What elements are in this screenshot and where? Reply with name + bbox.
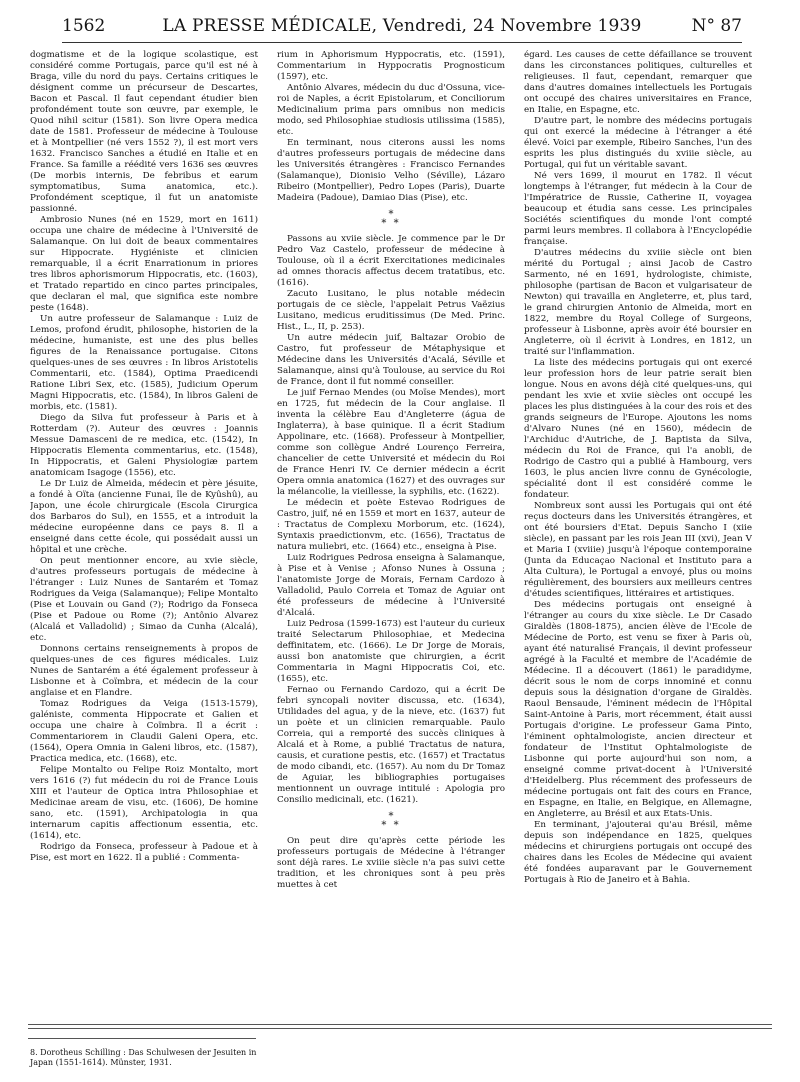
article-paragraph: On peut dire qu'après cette période les professeurs portugais de Médecine à l'étranger sont déjà rares. Le xviiie siècle n'a pas suivi cette tradition, et les chroniques sont à peu près muettes à cet — [277, 836, 505, 890]
bottom-rule — [28, 1028, 772, 1029]
article-paragraph: Le médecin et poète Estevao Rodrigues de Castro, juif, né en 1559 et mort en 1637, auteur de : Tractatus de Complexu Morborum, etc. (1624), Syntaxis praedictionvm, etc. (1656), Tractatus de natura muliebri, etc. (1664) etc., enseigna à Pise. — [277, 498, 505, 552]
article-paragraph: rium in Aphorismum Hyppocratis, etc. (1591), Commentarium in Hyppocratis Prognosticum (1597), etc. — [277, 50, 505, 82]
article-paragraph: Felipe Montalto ou Felipe Roiz Montalto, mort vers 1616 (?) fut médecin du roi de France Louis XIII et l'auteur de Optica intra Philosophiae et Medicinae aream de visu, etc. (1606), De homine sano, etc. (1591), Archipatologia in qua internarum capitis affectionum essentia, etc. (1614), etc. — [30, 765, 258, 841]
article-paragraph: D'autre part, le nombre des médecins portugais qui ont exercé la médecine à l'étranger a été élevé. Voici par exemple, Ribeiro Sanches, l'un des esprits les plus distingués du xviiie siècle, au Portugal, qui fut un véritable savant. — [524, 116, 752, 170]
article-paragraph: Luiz Rodrigues Pedrosa enseigna à Salamanque, à Pise et à Venise ; Afonso Nunes à Ossuna ; l'anatomiste Jorge de Morais, Fernam Cardozo à Valladolid, Paulo Correia et Tomaz de Aguiar ont été professeurs de médecine à l'Université d'Alcalá. — [277, 553, 505, 618]
issue-number: N° 87 — [691, 16, 742, 36]
article-paragraph: Tomaz Rodrigues da Veiga (1513-1579), galéniste, commenta Hippocrate et Galien et occupa une chaire à Coïmbra. Il a écrit : Commentariorem in Claudii Galeni Opera, etc. (1564), Opera Omnia in Galeni libros, etc. (1587), Practica medica, etc. (1668), etc. — [30, 699, 258, 764]
article-paragraph: Donnons certains renseignements à propos de quelques-unes de ces figures médicales. Luiz Nunes de Santarém a été également professeur à Lisbonne et à Coïmbra, et médecin de la cour anglaise et en Flandre. — [30, 644, 258, 698]
text-column-1 — [30, 50, 258, 1060]
article-paragraph: Un autre médecin juif, Baltazar Orobio de Castro, fut professeur de Métaphysique et Médecine dans les Universités d'Acalá, Séville et Salamanque, ainsi qu'à Toulouse, au service du Roi de France, dont il fut nommé conseiller. — [277, 333, 505, 387]
section-separator — [277, 210, 505, 228]
article-paragraph: La liste des médecins portugais qui ont exercé leur profession hors de leur patrie serait bien longue. Nous en avons déjà cité quelques-uns, qui pendant les xvie et xviie siècles ont occupé les places les plus distinguées à la cour des rois et des grands seigneurs de l'Europe. Ajoutons les noms d'Alvaro Nunes (né en 1560), médecin de l'Archiduc d'Autriche, de J. Baptista da Silva, médecin du Roi de France, qui l'a anobli, de Rodrigo de Castro qui a publié à Hambourg, vers 1603, le plus ancien livre connu de Gynécologie, spécialité dont il est considéré comme le fondateur. — [524, 358, 752, 500]
article-paragraph: Zacuto Lusitano, le plus notable médecin portugais de ce siècle, l'appelait Petrus Vaëzius Lusitano, medicus eruditissimus (De Med. Princ. Hist., L., II, p. 253). — [277, 289, 505, 332]
bottom-rule — [28, 1024, 772, 1025]
article-paragraph: Le Dr Luiz de Almeida, médecin et père jésuite, a fondé à Oïta (ancienne Funai, île de Kyûshû), au Japon, une école chirurgicale (Escola Cirurgica dos Barbaros do Sul), en 1555, et a introduit la médecine européenne dans ce pays 8. Il a enseigné dans cette école, qui possédait aussi un hôpital et une crèche. — [30, 479, 258, 555]
text-column-2 — [277, 50, 505, 1060]
article-paragraph: Ambrosio Nunes (né en 1529, mort en 1611) occupa une chaire de médecine à l'Université de Salamanque. On lui doit de beaux commentaires sur Hippocrate. Hygiéniste et clinicien remarquable, il a écrit Enarrationum in priores tres libros aphorismorum Hippocratis, etc. (1603), et Tratado repartido en cinco partes principales, que declaran el mal, que significa este nombre peste (1648). — [30, 215, 258, 313]
page-header — [62, 12, 742, 43]
article-paragraph: Diego da Silva fut professeur à Paris et à Rotterdam (?). Auteur des œuvres : Joannis Messue Damasceni de re medica, etc. (1542), In Hippocratis Elementa commentarius, etc. (1548), In Hippocratis, et Galeni Physiologiæ partem anatomicam Isagoge (1556), etc. — [30, 413, 258, 478]
separator-star-top: * — [388, 811, 394, 822]
footnote-rule — [28, 1038, 256, 1039]
article-paragraph: Passons au xviie siècle. Je commence par le Dr Pedro Vaz Castelo, professeur de médecine à Toulouse, où il a écrit Exercitationes medicinales ad omnes thoracis affectus decem tratatibus, etc. (1616). — [277, 234, 505, 288]
article-paragraph: En terminant, j'ajouterai qu'au Brésil, même depuis son indépendance en 1825, quelques médecins et chirurgiens portugais ont occupé des chaires dans les Ecoles de Médecine qui avaient été fondées auparavant par le Gouvernement Portugais à Rio de Janeiro et à Bahia. — [524, 820, 752, 885]
separator-star-bottom: * * — [381, 820, 401, 831]
article-paragraph: Antônio Alvares, médecin du duc d'Ossuna, vice-roi de Naples, a écrit Epistolarum, et Conciliorum Medicinalium prima pars omnibus non medicis modo, sed Philosophiae studiosis utilissima (1585), etc. — [277, 83, 505, 137]
article-paragraph: Un autre professeur de Salamanque : Luiz de Lemos, profond érudit, philosophe, historien de la médecine, humaniste, est une des plus belles figures de la Renaissance portugaise. Citons quelques-unes de ses œuvres : In libros Aristotelis Commentarii, etc. (1584), Optima Praedicendi Ratione Libri Sex, etc. (1585), Judicium Operum Magni Hippocratis, etc. (1584), In libros Galeni de morbis, etc. (1581). — [30, 314, 258, 412]
text-column-3 — [524, 50, 752, 1060]
separator-star-bottom: * * — [381, 218, 401, 229]
article-paragraph: En terminant, nous citerons aussi les noms d'autres professeurs portugais de médecine dans les Universités étrangères : Francisco Fernandes (Salamanque), Dionisio Velho (Séville), Lázaro Ribeiro (Montpellier), Pedro Lopes (Paris), Duarte Madeira (Padoue), Damiao Dias (Pise), etc. — [277, 138, 505, 203]
article-paragraph: D'autres médecins du xviiie siècle ont bien mérité du Portugal ; ainsi Jacob de Castro Sarmento, né en 1691, hydrologiste, chimiste, philosophe (partisan de Bacon et vulgarisateur de Newton) qui travailla en Angleterre, et, plus tard, le grand chirurgien Antonio de Almeida, mort en 1822, membre du Royal College of Surgeons, professeur à Lisbonne, après avoir été boursier en Angleterre, où il écrivit à Londres, en 1812, un traité sur l'inflammation. — [524, 248, 752, 357]
separator-star-top: * — [388, 209, 394, 220]
article-paragraph: Des médecins portugais ont enseigné à l'étranger au cours du xixe siècle. Le Dr Casado Giraldès (1808-1875), ancien élève de l'Ecole de Médecine de Porto, est venu se fixer à Paris où, ayant été naturalisé Français, il devint professeur agrégé à la Faculté et membre de l'Académie de Médecine. Il a découvert (1861) le paradidyme, décrit sous le nom de corps innominé et connu depuis sous la désignation d'organe de Giraldès. Raoul Bensaude, l'éminent médecin de l'Hôpital Saint-Antoine à Paris, mort récemment, était aussi Portugais d'origine. Le professeur Gama Pinto, l'éminent ophtalmologiste, ancien directeur et fondateur de l'Institut Ophtalmologiste de Lisbonne qui porte aujourd'hui son nom, a enseigné comme privat-docent à l'Université d'Heidelberg. Plus récemment des professeurs de médecine portugais ont fait des cours en France, en Espagne, en Italie, en Belgique, en Allemagne, en Angleterre, au Brésil et aux Etats-Unis. — [524, 600, 752, 819]
article-paragraph: Né vers 1699, il mourut en 1782. Il vécut longtemps à l'étranger, fut médecin à la Cour de l'Impératrice de Russie, Catherine II, voyagea beaucoup et étudia sans cesse. Les principales Sociétés scientifiques du monde l'ont compté parmi leurs membres. Il collabora à l'Encyclopédie française. — [524, 171, 752, 247]
article-paragraph: Le juif Fernao Mendes (ou Moïse Mendes), mort en 1725, fut médecin de la Cour anglaise. Il inventa la célèbre Eau d'Angleterre (água de Inglaterra), à base quinique. Il a écrit Stadium Appolinare, etc. (1668). Professeur à Montpellier, comme son collègue André Lourenço Ferreira, chancelier de cette Université et médecin du Roi de France Henri IV. Ce dernier médecin a écrit Opera omnia anatomica (1627) et des ouvrages sur la mélancolie, la vieillesse, la syphilis, etc. (1622). — [277, 388, 505, 497]
article-paragraph: Fernao ou Fernando Cardozo, qui a écrit De febri syncopali noviter discussa, etc. (1634), Utilidades del agua, y de la nieve, etc. (1637) fut un poète et un clinicien remarquable. Paulo Correia, qui a remporté des succès cliniques à Alcalá et à Rome, a publié Tractatus de natura, causis, et curatione pestis, etc. (1657) et Tractatus de modo cibandi, etc. (1657). Au nom du Dr Tomaz de Aguiar, les bibliographies portugaises mentionnent un ouvrage intitulé : Apologia pro Consilio medicinali, etc. (1621). — [277, 685, 505, 805]
publication-title: LA PRESSE MÉDICALE, Vendredi, 24 Novembre 1939 — [162, 16, 642, 36]
article-paragraph: égard. Les causes de cette défaillance se trouvent dans les circonstances politiques, culturelles et religieuses. Il faut, cependant, remarquer que dans d'autres domaines intellectuels les Portugais ont occupé des chaires universitaires en France, en Italie, en Espagne, etc. — [524, 50, 752, 115]
article-paragraph: On peut mentionner encore, au xvie siècle, d'autres professeurs portugais de médecine à l'étranger : Luiz Nunes de Santarém et Tomaz Rodrigues da Veiga (Salamanque); Felipe Montalto (Pise et Louvain ou Gand (?); Rodrigo da Fonseca (Pise et Padoue ou Rome (?); Antônio Alvarez (Alcalá et Valladolid) ; Simao da Cunha (Alcalá), etc. — [30, 556, 258, 643]
footnote: 8. Dorotheus Schilling : Das Schulwesen der Jesuiten in Japan (1551-1614). Münster, 1931. — [30, 1048, 257, 1067]
article-paragraph: Rodrigo da Fonseca, professeur à Padoue et à Pise, est mort en 1622. Il a publié : Commenta- — [30, 842, 258, 863]
article-paragraph: Luiz Pedrosa (1599-1673) est l'auteur du curieux traité Selectarum Philosophiae, et Medecina deffinitatem, etc. (1666). Le Dr Jorge de Morais, aussi bon anatomiste que chirurgien, a écrit Commentaria in Magni Hippocratis Coi, etc. (1655), etc. — [277, 619, 505, 684]
article-paragraph: Nombreux sont aussi les Portugais qui ont été reçus docteurs dans les Universités étrangères, et ont été boursiers d'Etat. Depuis Sancho I (xiie siècle), en passant par les rois Jean III (xvi), Jean V et Maria I (xviiie) jusqu'à l'époque contemporaine (Junta da Educaçao Nacional et Instituto para a Alta Cultura), le Portugal a envoyé, plus ou moins régulièrement, des boursiers aux meilleurs centres d'études scientifiques, littéraires et artistiques. — [524, 501, 752, 599]
section-separator — [277, 812, 505, 830]
page-number: 1562 — [62, 16, 106, 36]
article-paragraph: dogmatisme et de la logique scolastique, est considéré comme Portugais, parce qu'il est né à Braga, ville du nord du pays. Certains critiques le désignent comme un précurseur de Descartes, Bacon et Pascal. Il faut cependant étudier bien profondément toute son œuvre, par exemple, le Quod nihil scitur (1581). Son livre Opera medica date de 1581. Professeur de médecine à Toulouse et à Montpellier (né vers 1552 ?), il est mort vers 1632. Francisco Sanches a étudié en Italie et en France. Sa famille a réédité vers 1636 ses œuvres (De morbis internis, De febribus et earum symptomatibus, Suma anatomica, etc.). Profondément sceptique, il fut un anatomiste passionné. — [30, 50, 258, 214]
